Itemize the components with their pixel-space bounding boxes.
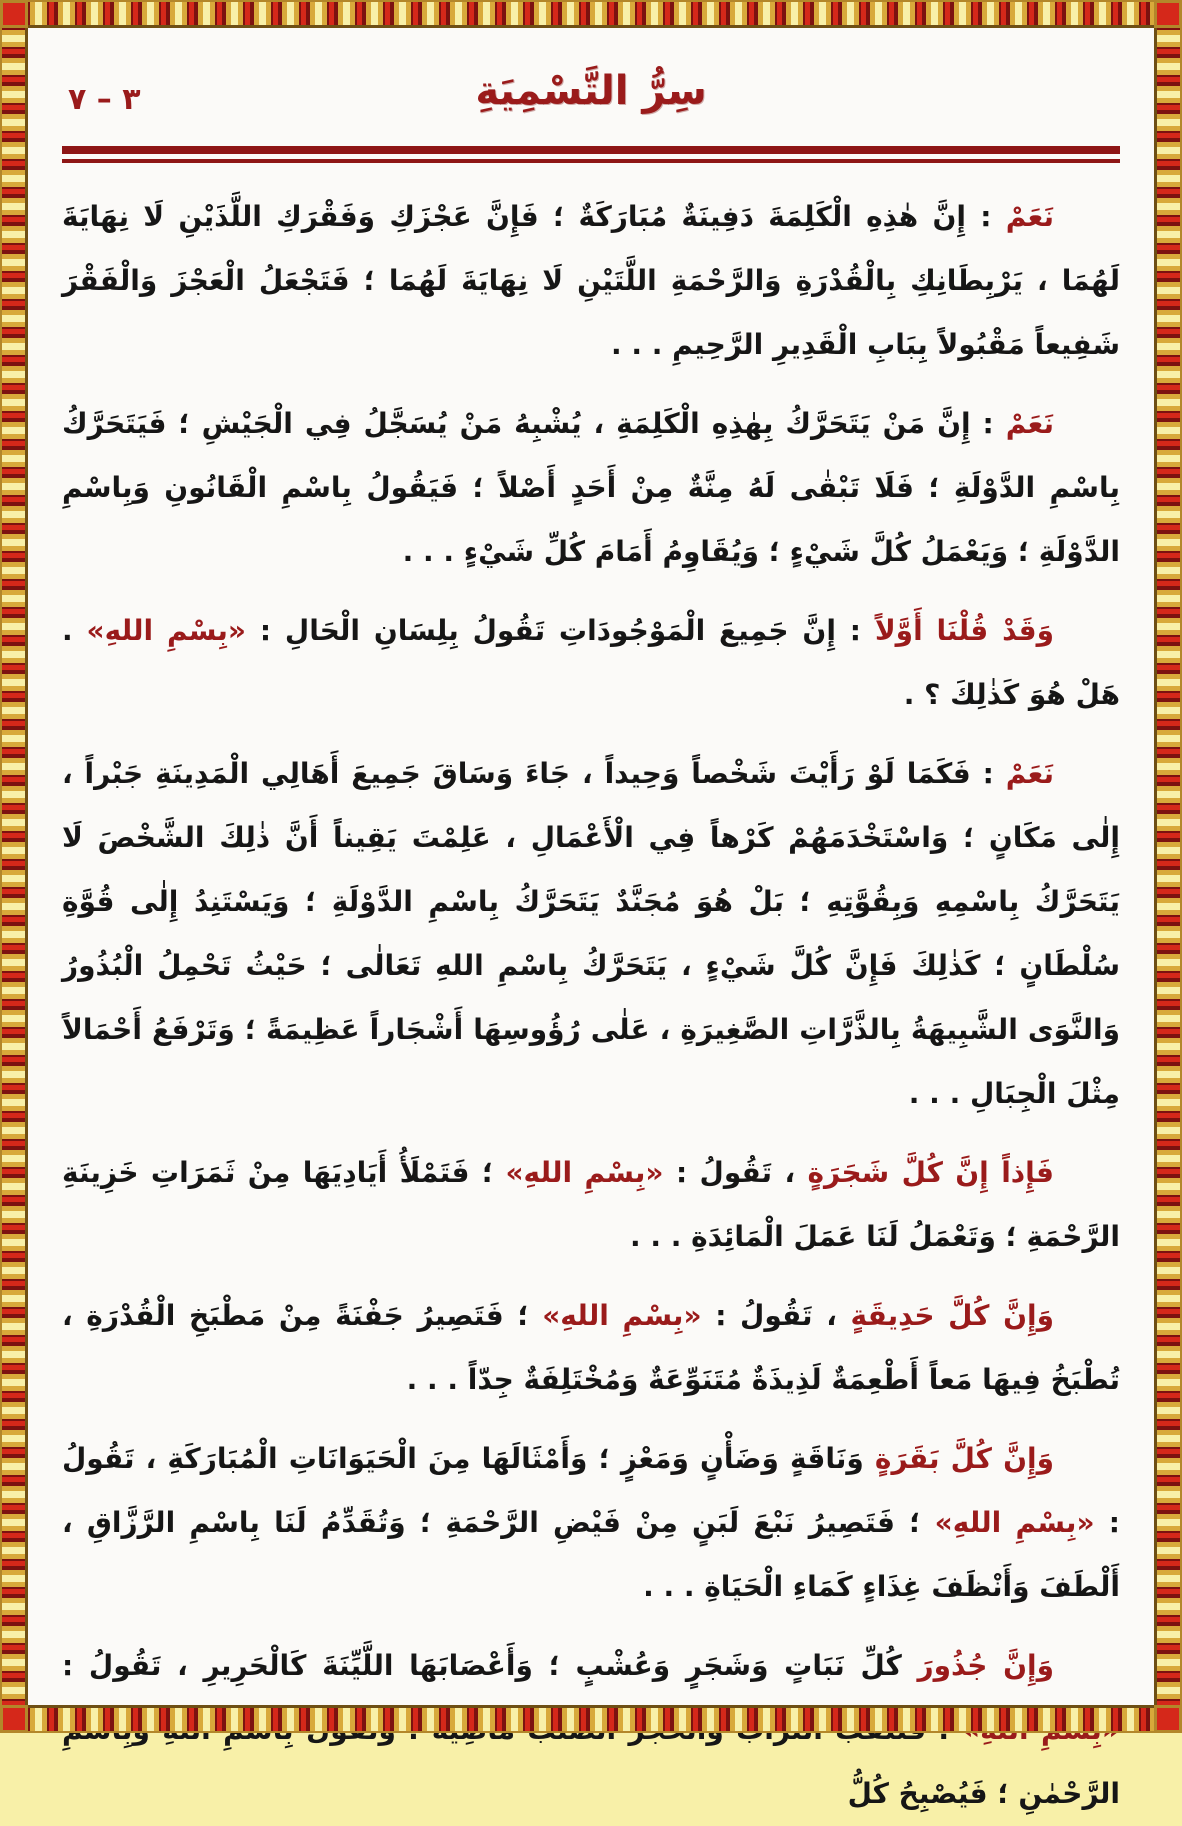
paragraph	[62, 1427, 1120, 1619]
paragraph	[62, 1284, 1120, 1412]
body-text: وَنَاقَةٍ وَضَأْنٍ وَمَعْزٍ ؛ وَأَمْثَالَهَا مِنَ الْحَيَوَانَاتِ الْمُبَارَكَةِ ، تَقُولُ :	[62, 1442, 1120, 1539]
ornamental-border-bottom	[0, 1705, 1182, 1733]
ornamental-border-left	[0, 0, 28, 1733]
paragraphs	[62, 185, 1120, 1826]
emphasis-text: «بِسْمِ اللهِ»	[542, 1299, 702, 1332]
paragraph	[62, 185, 1120, 377]
page-title: سِرُّ التَّسْمِيَةِ	[475, 68, 707, 114]
paragraph	[62, 742, 1120, 1126]
body-text: : إِنَّ مَنْ يَتَحَرَّكُ بِهٰذِهِ الْكَلِمَةِ ، يُشْبِهُ مَنْ يُسَجَّلُ فِي الْجَيْشِ ؛ فَيَتَحَرَّكُ بِاسْمِ الدَّوْلَةِ ؛ فَلَا تَبْقٰى لَهُ مِنَّةٌ مِنْ أَحَدٍ أَصْلاً ؛ فَيَقُولُ بِاسْمِ الْقَانُونِ وَبِاسْمِ الدَّوْلَةِ ؛ وَيَعْمَلُ كُلَّ شَيْءٍ ؛ وَيُقَاوِمُ أَمَامَ كُلِّ شَيْءٍ . . .	[62, 407, 1120, 568]
emphasis-text: «بِسْمِ اللهِ»	[934, 1506, 1095, 1539]
body-text: الرَّحْمٰنِ ؛ فَيُصْبِحُ كُلُّ	[847, 1777, 1120, 1810]
emphasis-text: نَعَمْ	[1005, 200, 1054, 233]
page	[28, 28, 1154, 1810]
emphasis-text: «بِسْمِ اللهِ»	[86, 614, 247, 647]
body-text: ، تَقُولُ :	[663, 1156, 808, 1189]
page-header	[62, 58, 1120, 136]
body-text: ؛ فَتَصِيرُ نَبْعَ لَبَنٍ مِنْ فَيْضِ الرَّحْمَةِ ؛ وَتُقَدِّمُ لَنَا بِاسْمِ الرَّزَّاقِ ، أَلْطَفَ وَأَنْظَفَ غِذَاءٍ كَمَاءِ الْحَيَاةِ . . .	[62, 1506, 1120, 1603]
emphasis-text: نَعَمْ	[1005, 407, 1054, 440]
border-corner	[1154, 1705, 1182, 1733]
emphasis-text: «بِسْمِ اللهِ»	[505, 1156, 664, 1189]
emphasis-text: وَإِنَّ جُذُورَ	[917, 1649, 1054, 1682]
emphasis-text: وَقَدْ قُلْنَا أَوَّلاً	[874, 614, 1055, 647]
emphasis-text: وَإِنَّ كُلَّ بَقَرَةٍ	[874, 1442, 1054, 1475]
paragraph	[62, 599, 1120, 727]
paragraph	[62, 1141, 1120, 1269]
body-text: ؛ فَتَمْلَأُ أَيَادِيَهَا مِنْ ثَمَرَاتِ خَزِينَةِ الرَّحْمَةِ ؛ وَتَعْمَلُ لَنَا عَمَلَ الْمَائِدَةِ . . .	[62, 1156, 1120, 1253]
paragraph	[62, 392, 1120, 584]
body-text: ، تَقُولُ :	[701, 1299, 851, 1332]
body-text: ؛ فَتَصِيرُ جَفْنَةً مِنْ مَطْبَخِ الْقُدْرَةِ ، تُطْبَخُ فِيهَا مَعاً أَطْعِمَةٌ لَذِيذَةٌ مُتَنَوِّعَةٌ وَمُخْتَلِفَةٌ جِدّاً . . .	[62, 1299, 1120, 1396]
border-corner	[0, 1705, 28, 1733]
ornamental-border-right	[1154, 0, 1182, 1733]
title-rule-thick	[62, 146, 1120, 154]
border-corner	[1154, 0, 1182, 28]
body-text: كُلِّ نَبَاتٍ وَشَجَرٍ وَعُشْبٍ ؛ وَأَعْصَابَهَا اللَّيِّنَةَ كَالْحَرِيرِ ، تَقُولُ :	[62, 1649, 918, 1682]
title-rule-thin	[62, 159, 1120, 163]
emphasis-text: فَإِذاً إِنَّ كُلَّ شَجَرَةٍ	[807, 1156, 1055, 1189]
body-text: : إِنَّ جَمِيعَ الْمَوْجُودَاتِ تَقُولُ بِلِسَانِ الْحَالِ :	[246, 614, 875, 647]
body-text: : فَكَمَا لَوْ رَأَيْتَ شَخْصاً وَحِيداً ، جَاءَ وَسَاقَ جَمِيعَ أَهَالِي الْمَدِينَةِ جَبْراً ، إِلٰى مَكَانٍ ؛ وَاسْتَخْدَمَهُمْ كَرْهاً فِي الْأَعْمَالِ ، عَلِمْتَ يَقِيناً أَنَّ ذٰلِكَ الشَّخْصَ لَا يَتَحَرَّكُ بِاسْمِهِ وَبِقُوَّتِهِ ؛ بَلْ هُوَ مُجَنَّدٌ يَتَحَرَّكُ بِاسْمِ الدَّوْلَةِ ؛ وَيَسْتَنِدُ إِلٰى قُوَّةِ سُلْطَانٍ ؛ كَذٰلِكَ فَإِنَّ كُلَّ شَيْءٍ ، يَتَحَرَّكُ بِاسْمِ اللهِ تَعَالٰى ؛ حَيْثُ تَحْمِلُ الْبُذُورُ وَالنَّوَى الشَّبِيهَةُ بِالذَّرَّاتِ الصَّغِيرَةِ ، عَلٰى رُؤُوسِهَا أَشْجَاراً عَظِيمَةً ؛ وَتَرْفَعُ أَحْمَالاً مِثْلَ الْجِبَالِ . . .	[62, 757, 1120, 1110]
body-text: . هَلْ هُوَ كَذٰلِكَ ؟ .	[62, 614, 1120, 711]
emphasis-text: نَعَمْ	[1005, 757, 1054, 790]
page-number: ٧ – ٣	[68, 82, 141, 117]
emphasis-text: وَإِنَّ كُلَّ حَدِيقَةٍ	[850, 1299, 1055, 1332]
ornamental-border-top	[0, 0, 1182, 28]
body-text: : إِنَّ هٰذِهِ الْكَلِمَةَ دَفِينَةٌ مُبَارَكَةٌ ؛ فَإِنَّ عَجْزَكِ وَفَقْرَكِ اللَّذَيْنِ لَا نِهَايَةَ لَهُمَا ، يَرْبِطَانِكِ بِالْقُدْرَةِ وَالرَّحْمَةِ اللَّتَيْنِ لَا نِهَايَةَ لَهُمَا ؛ فَتَجْعَلُ الْعَجْزَ وَالْفَقْرَ شَفِيعاً مَقْبُولاً بِبَابِ الْقَدِيرِ الرَّحِيمِ . . .	[62, 200, 1120, 361]
border-corner	[0, 0, 28, 28]
